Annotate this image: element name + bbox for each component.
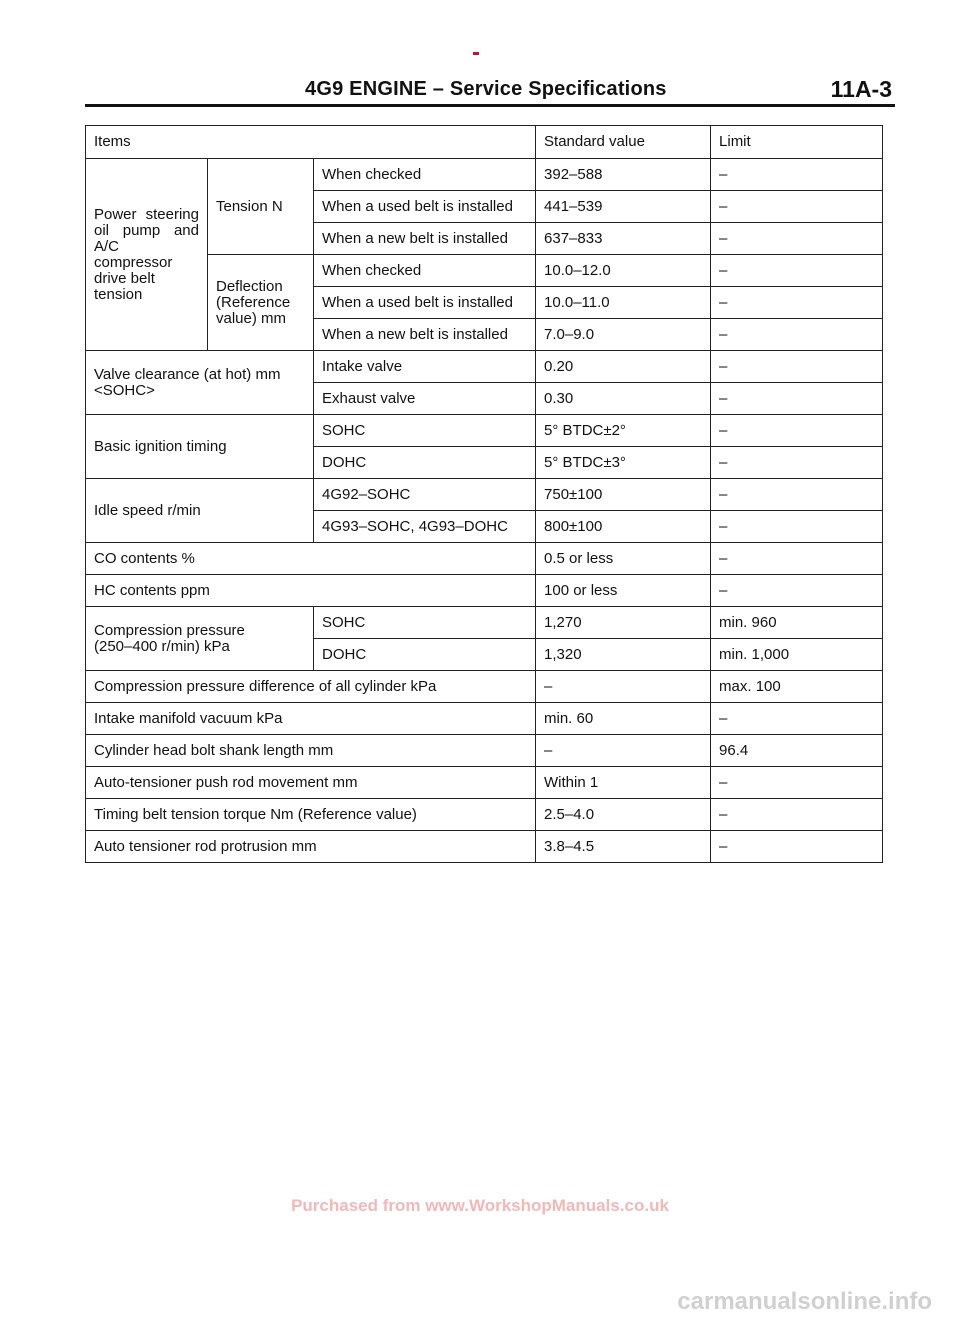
table-row <box>86 767 883 799</box>
condition-cell: When checked <box>314 159 536 191</box>
table-row <box>86 351 883 383</box>
standard-cell: – <box>536 671 711 703</box>
limit-cell: – <box>711 575 883 607</box>
condition-cell: DOHC <box>314 447 536 479</box>
co-contents-label: CO contents % <box>86 543 536 575</box>
condition-cell: 4G93–SOHC, 4G93–DOHC <box>314 511 536 543</box>
condition-cell: 4G92–SOHC <box>314 479 536 511</box>
limit-cell: – <box>711 351 883 383</box>
table-row <box>86 607 883 639</box>
condition-cell: SOHC <box>314 607 536 639</box>
header-rule <box>85 104 895 107</box>
idle-speed-label: Idle speed r/min <box>86 479 314 543</box>
standard-cell: 7.0–9.0 <box>536 319 711 351</box>
condition-cell: When a used belt is installed <box>314 287 536 319</box>
limit-cell: – <box>711 799 883 831</box>
header-standard-value: Standard value <box>536 126 711 159</box>
limit-cell: – <box>711 319 883 351</box>
limit-cell: – <box>711 287 883 319</box>
limit-cell: min. 960 <box>711 607 883 639</box>
item-label: Compression pressure difference of all cylinder kPa <box>86 671 536 703</box>
condition-cell: Exhaust valve <box>314 383 536 415</box>
limit-cell: – <box>711 831 883 863</box>
page-number: 11A-3 <box>830 76 892 102</box>
standard-cell: 10.0–11.0 <box>536 287 711 319</box>
footer-site-watermark: carmanualsonline.info <box>677 1288 932 1315</box>
header-items: Items <box>86 126 536 159</box>
ignition-timing-label: Basic ignition timing <box>86 415 314 479</box>
standard-cell: 800±100 <box>536 511 711 543</box>
standard-cell: – <box>536 735 711 767</box>
table-row <box>86 831 883 863</box>
condition-cell: When a new belt is installed <box>314 319 536 351</box>
item-label: Auto-tensioner push rod movement mm <box>86 767 536 799</box>
tension-label: Tension N <box>208 159 314 255</box>
hc-contents-label: HC contents ppm <box>86 575 536 607</box>
limit-cell: – <box>711 383 883 415</box>
standard-cell: 100 or less <box>536 575 711 607</box>
compression-pressure-label: Compression pressure (250–400 r/min) kPa <box>86 607 314 671</box>
standard-cell: 0.20 <box>536 351 711 383</box>
limit-cell: min. 1,000 <box>711 639 883 671</box>
limit-cell: – <box>711 255 883 287</box>
standard-cell: 637–833 <box>536 223 711 255</box>
table-row <box>86 799 883 831</box>
table-row <box>86 575 883 607</box>
standard-cell: min. 60 <box>536 703 711 735</box>
power-steering-label: Power steering oil pump and A/C compressor drive belt tension <box>86 159 208 351</box>
limit-cell: max. 100 <box>711 671 883 703</box>
table-row <box>86 543 883 575</box>
limit-cell: – <box>711 447 883 479</box>
standard-cell: 5° BTDC±2° <box>536 415 711 447</box>
condition-cell: When a new belt is installed <box>314 223 536 255</box>
table-row <box>86 479 883 511</box>
standard-cell: 10.0–12.0 <box>536 255 711 287</box>
standard-cell: 0.30 <box>536 383 711 415</box>
limit-cell: – <box>711 479 883 511</box>
standard-cell: 441–539 <box>536 191 711 223</box>
condition-cell: When a used belt is installed <box>314 191 536 223</box>
limit-cell: – <box>711 191 883 223</box>
item-label: Intake manifold vacuum kPa <box>86 703 536 735</box>
table-row <box>86 735 883 767</box>
condition-cell: Intake valve <box>314 351 536 383</box>
table-header-row <box>86 126 883 159</box>
page-title: 4G9 ENGINE – Service Specifications <box>305 78 667 100</box>
limit-cell: – <box>711 543 883 575</box>
condition-cell: When checked <box>314 255 536 287</box>
standard-cell: 5° BTDC±3° <box>536 447 711 479</box>
deflection-label: Deflection (Reference value) mm <box>208 255 314 351</box>
limit-cell: – <box>711 511 883 543</box>
item-label: Timing belt tension torque Nm (Reference value) <box>86 799 536 831</box>
item-label: Auto tensioner rod protrusion mm <box>86 831 536 863</box>
limit-cell: – <box>711 767 883 799</box>
standard-cell: 2.5–4.0 <box>536 799 711 831</box>
valve-clearance-label: Valve clearance (at hot) mm <SOHC> <box>86 351 314 415</box>
condition-cell: SOHC <box>314 415 536 447</box>
limit-cell: – <box>711 223 883 255</box>
service-spec-table <box>85 125 883 863</box>
purchase-watermark-link[interactable]: Purchased from www.WorkshopManuals.co.uk <box>291 1196 669 1215</box>
standard-cell: Within 1 <box>536 767 711 799</box>
standard-cell: 750±100 <box>536 479 711 511</box>
table-row <box>86 703 883 735</box>
header-limit: Limit <box>711 126 883 159</box>
standard-cell: 3.8–4.5 <box>536 831 711 863</box>
standard-cell: 1,270 <box>536 607 711 639</box>
limit-cell: – <box>711 703 883 735</box>
limit-cell: – <box>711 415 883 447</box>
header-mark <box>473 52 479 55</box>
condition-cell: DOHC <box>314 639 536 671</box>
standard-cell: 392–588 <box>536 159 711 191</box>
table-row <box>86 671 883 703</box>
standard-cell: 0.5 or less <box>536 543 711 575</box>
item-label: Cylinder head bolt shank length mm <box>86 735 536 767</box>
table-row <box>86 159 883 191</box>
limit-cell: 96.4 <box>711 735 883 767</box>
table-row <box>86 415 883 447</box>
limit-cell: – <box>711 159 883 191</box>
standard-cell: 1,320 <box>536 639 711 671</box>
